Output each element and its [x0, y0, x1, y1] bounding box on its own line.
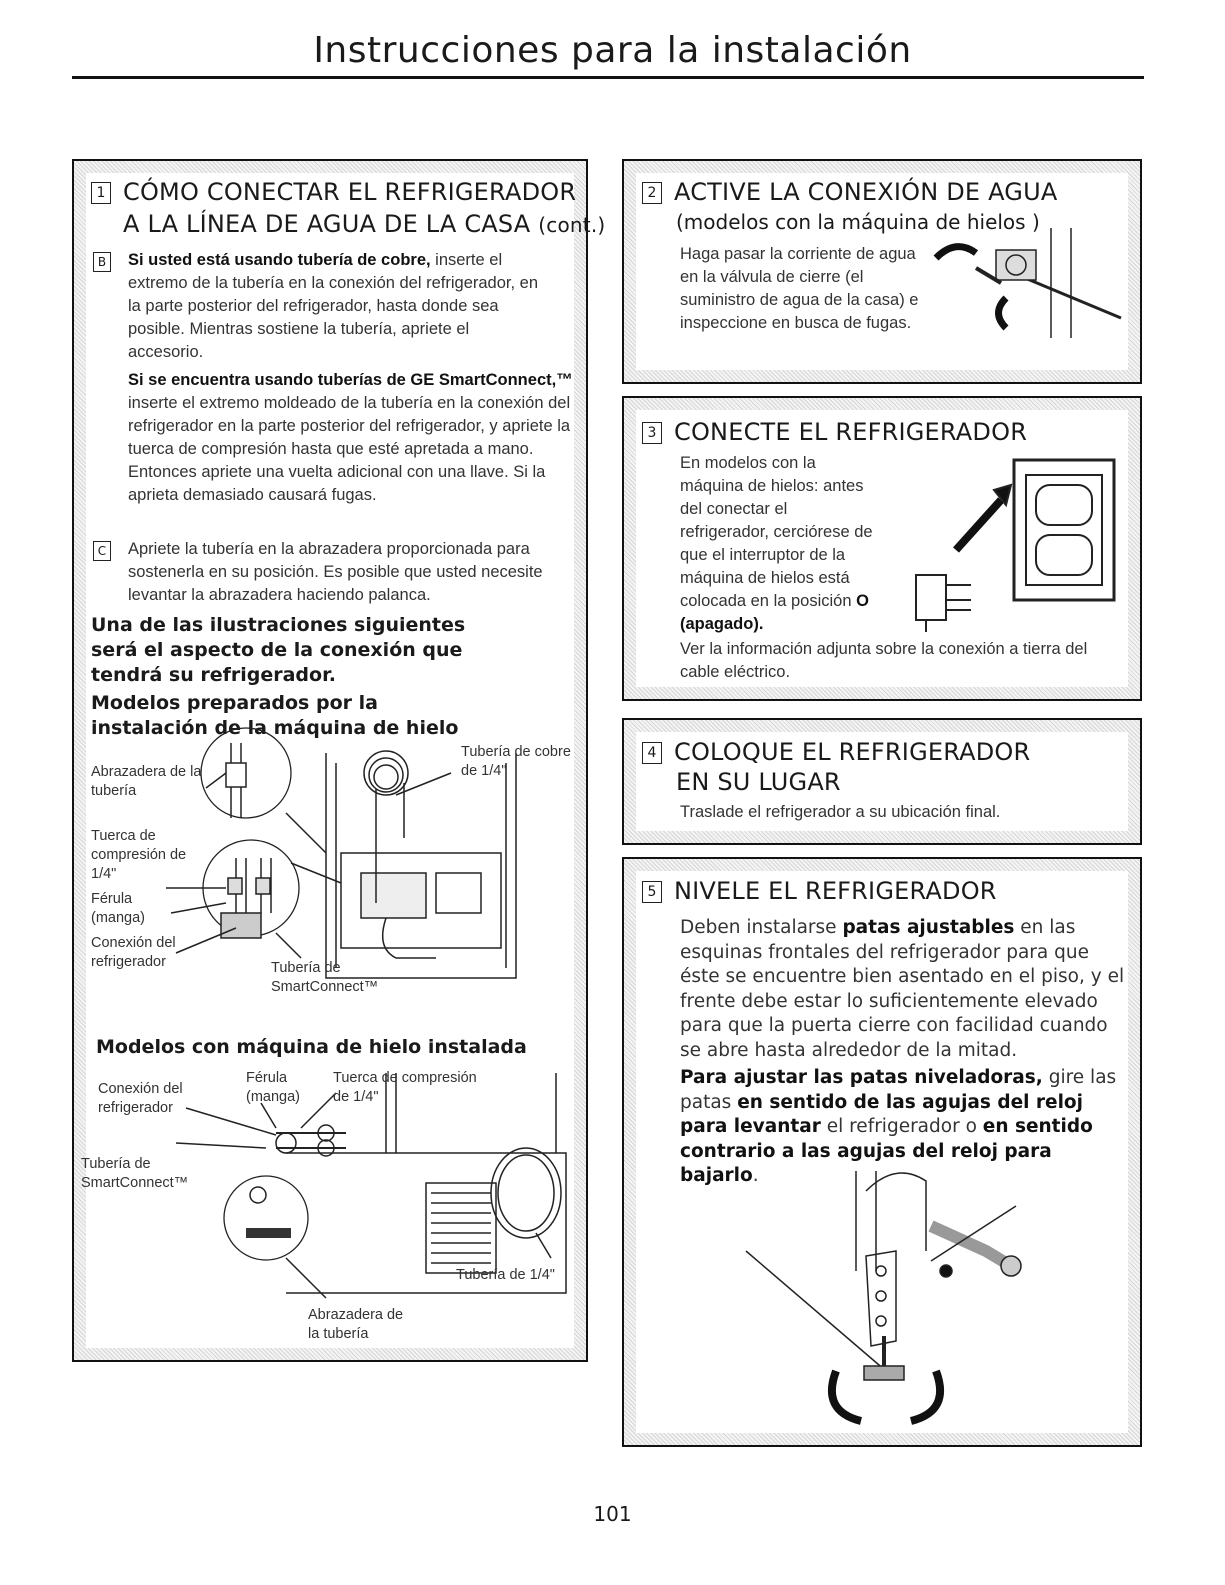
- illustration-note: Una de las ilustraciones siguientes será el aspecto de la conexión que tendrá su refrigerador.: [91, 614, 466, 686]
- shutoff-valve-illustration: [931, 228, 1121, 338]
- section-number: 4: [642, 742, 662, 764]
- section-4-heading: 4 COLOQUE EL REFRIGERADOR: [642, 737, 1030, 767]
- fig2-connection-label: Conexión del refrigerador: [98, 1081, 183, 1116]
- section-number: 2: [642, 182, 662, 204]
- fig2-ferrule-label: Férula (manga): [246, 1070, 300, 1105]
- title-rule: [72, 76, 1144, 79]
- section-2-text: Haga pasar la corriente de agua en la válvula de cierre (el suministro de agua de la casa) e inspeccione en busca de fugas.: [680, 245, 919, 332]
- section-number: 5: [642, 881, 662, 903]
- section-3-heading: 3 CONECTE EL REFRIGERADOR: [642, 417, 1027, 447]
- fig2-nut-label: Tuerca de compresión de 1/4": [333, 1070, 477, 1105]
- section-2-subheading: (modelos con la máquina de hielos ): [676, 210, 1040, 234]
- section-5-content: [636, 871, 1128, 1433]
- section-1-heading: 1 CÓMO CONECTAR EL REFRIGERADOR: [91, 177, 576, 207]
- section-5-paragraph-2: Para ajustar las patas niveladoras, gire las patas en sentido de las agujas del reloj para levantar el refrigerador o en sentido contrario a las agujas del reloj para bajarlo.: [680, 1067, 1117, 1186]
- section-4-heading-line2: EN SU LUGAR: [676, 768, 841, 796]
- section-1-content: [81, 173, 606, 1348]
- section-2-panel: [622, 159, 1142, 384]
- section-4-text: Traslade el refrigerador a su ubicación final.: [680, 803, 1001, 821]
- outlet-plug-illustration: [896, 455, 1126, 635]
- page-title: Instrucciones para la instalación: [313, 30, 912, 71]
- section-5-panel: [622, 857, 1142, 1447]
- fig1-nut-label: Tuerca de compresión de 1/4": [91, 828, 187, 882]
- section-3-text: En modelos con la máquina de hielos: antes del conectar el refrigerador, cerciórese de que el interruptor de la máquina de hielos está colocada en la posición O (apagado).: [680, 454, 873, 633]
- section-4-panel: [622, 718, 1142, 845]
- fig2-tubing-label: Tubería de 1/4": [456, 1267, 555, 1283]
- fig2-smartconnect-label: Tubería de SmartConnect™: [81, 1156, 189, 1191]
- section-number: 3: [642, 422, 662, 444]
- section-5-paragraph-1: Deben instalarse patas ajustables en las esquinas frontales del refrigerador para que éste se encuentre bien asentado en el piso, y el frente debe estar lo suficientemente elevado para que la puerta cierre con facilidad cuando se abre hasta alrededor de la mitad.: [680, 917, 1125, 1061]
- section-2-heading: 2 ACTIVE LA CONEXIÓN DE AGUA: [642, 177, 1057, 207]
- step-b-label: B: [93, 252, 111, 272]
- step-c-label: C: [93, 541, 111, 561]
- section-3-panel: [622, 396, 1142, 701]
- page-number: 101: [593, 1502, 632, 1526]
- step-b-text-smartconnect: Si se encuentra usando tuberías de GE SmartConnect,™ inserte el extremo moldeado de la tubería en la conexión del refrigerador en la parte posterior del refrigerador, y apriete la tuerca de compresión hasta que esté apretada a mano. Entonces apriete una vuelta adicional con una llave. Si la aprieta demasiado causará fugas.: [128, 371, 573, 504]
- fig1-copper-label: Tubería de cobre de 1/4": [461, 744, 571, 779]
- section-4-content: [636, 732, 1128, 831]
- section-3-note: Ver la información adjunta sobre la conexión a tierra del cable eléctrico.: [680, 640, 1088, 681]
- section-5-heading: 5 NIVELE EL REFRIGERADOR: [642, 876, 997, 906]
- fig1-ferrule-label: Férula (manga): [91, 891, 145, 926]
- section-1-heading-line2: A LA LÍNEA DE AGUA DE LA CASA (cont.): [123, 210, 606, 238]
- section-2-content: [636, 173, 1128, 370]
- fig1-connection-label: Conexión del refrigerador: [91, 935, 176, 970]
- fig1-smartconnect-label: Tubería de SmartConnect™: [271, 960, 379, 995]
- step-c-text: Apriete la tubería en la abrazadera proporcionada para sostenerla en su posición. Es posible que usted necesite levantar la abrazadera haciendo palanca.: [128, 540, 543, 604]
- fig1-clamp-label: Abrazadera de la tubería: [91, 764, 202, 799]
- installed-models-heading: Modelos con máquina de hielo instalada: [96, 1036, 527, 1058]
- section-1-panel: [72, 159, 606, 1362]
- section-3-content: [636, 410, 1128, 687]
- fig2-clamp-label: Abrazadera de la tubería: [308, 1307, 404, 1342]
- step-b-text-copper: Si usted está usando tubería de cobre, inserte el extremo de la tubería en la conexión del refrigerador, en la parte posterior del refrigerador, hasta donde sea posible. Mientras sostiene la tubería, apriete el accesorio.: [128, 251, 539, 361]
- leveling-leg-illustration: [746, 1171, 1046, 1431]
- prepared-models-heading: Modelos preparados por la instalación de la máquina de hielo: [91, 692, 459, 739]
- section-number: 1: [91, 182, 111, 204]
